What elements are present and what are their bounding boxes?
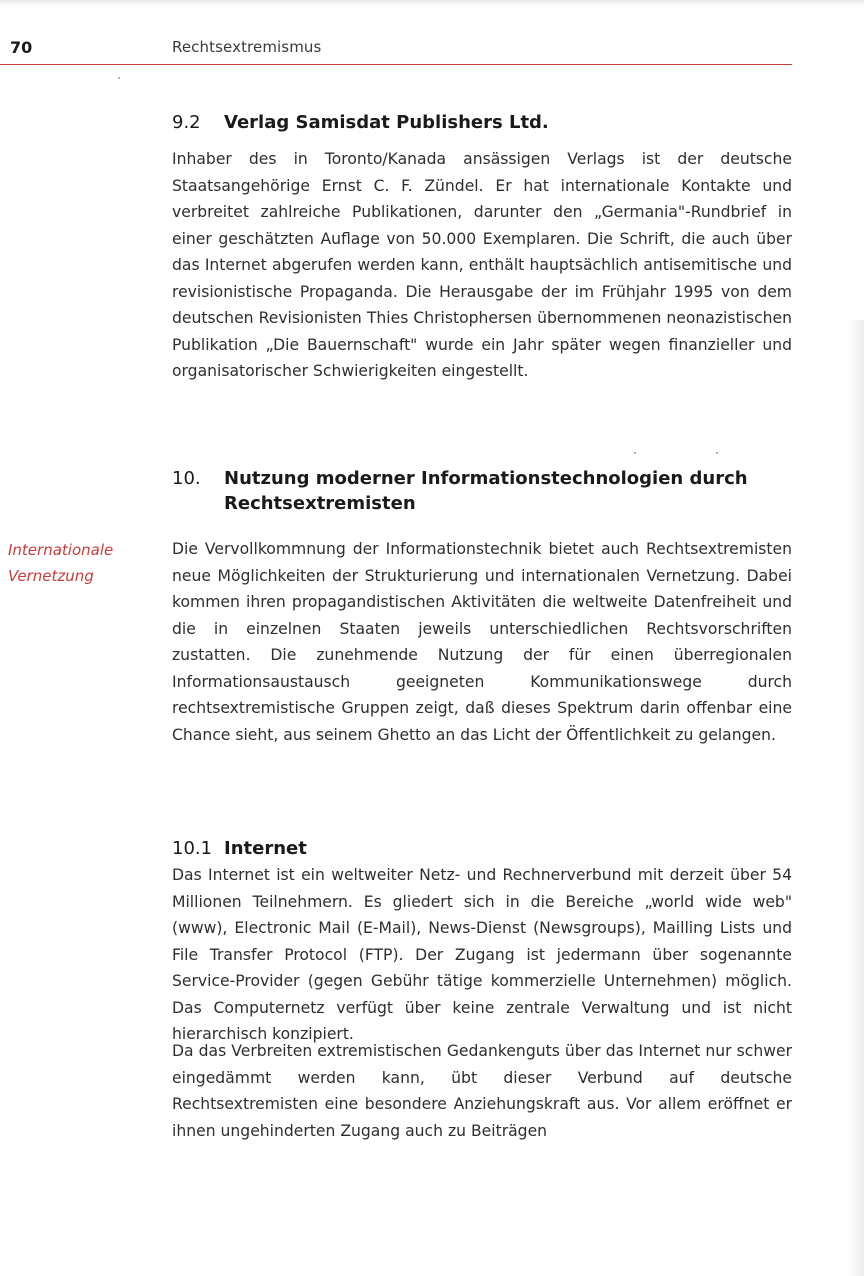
page-number: 70 [10, 38, 33, 57]
section-number: 10.1 [172, 838, 213, 859]
section-title: Verlag Samisdat Publishers Ltd. [224, 112, 549, 133]
section-title: Internet [224, 838, 307, 859]
body-paragraph: Das Internet ist ein weltweiter Netz- und Rechnerverbund mit derzeit über 54 Millionen Teilnehmern. Es gliedert sich in die Bereiche „world wide web" (www), Electronic Mail (E-Mail), News-Dienst (Newsgroups), Mailling Lists und File Transfer Protocol (FTP). Der Zugang ist jedermann über sogenannte Service-Provider (gegen Gebühr tätige kommerzielle Unternehmen) möglich. Das Computernetz verfügt über keine zentrale Verwaltung und ist nicht hierarchisch konzipiert. [172, 866, 792, 1043]
scan-speck [634, 452, 636, 454]
section-heading-9-2 [172, 110, 549, 135]
section-heading-10 [172, 466, 784, 516]
section-number: 10. [172, 468, 201, 489]
body-paragraph: Die Vervollkommnung der Informationstechnik bietet auch Rechtsextremisten neue Möglichkeiten der Strukturierung und internationalen Vernetzung. Dabei kommen ihren propagandistischen Aktivitäten die weltweite Datenfreiheit und die in einzelnen Staaten jeweils unterschiedlichen Rechtsvorschriften zustatten. Die zunehmende Nutzung der für einen überregionalen Informationsaustausch geeigneten Kommunikationswege durch rechtsextremistische Gruppen zeigt, daß dieses Spektrum darin offenbar eine Chance sieht, aus seinem Ghetto an das Licht der Öffentlichkeit zu gelangen. [172, 540, 792, 744]
scan-speck [118, 77, 120, 79]
body-paragraph: Da das Verbreiten extremistischen Gedankenguts über das Internet nur schwer eingedämmt werden kann, übt dieser Verbund auf deutsche Rechtsextremisten eine besondere Anziehungskraft aus. Vor allem eröffnet er ihnen ungehinderten Zugang auch zu Beiträgen [172, 1042, 792, 1140]
page-top-shade [0, 0, 864, 6]
section-number: 9.2 [172, 112, 201, 133]
section-heading-10-1 [172, 836, 307, 861]
body-paragraph: Inhaber des in Toronto/Kanada ansässigen Verlags ist der deutsche Staatsangehörige Ernst C. F. Zündel. Er hat internationale Kontakte und verbreitet zahlreiche Publikationen, darunter den „Germania"-Rundbrief in einer geschätzten Auflage von 50.000 Exemplaren. Die Schrift, die auch über das Internet abgerufen werden kann, enthält hauptsächlich antisemitische und revisionistische Propaganda. Die Herausgabe der im Frühjahr 1995 von dem deutschen Revisionisten Thies Christophersen übernommenen neonazistischen Publikation „Die Bauernschaft" wurde ein Jahr später wegen finanzieller und organisatorischer Schwierigkeiten eingestellt. [172, 150, 792, 380]
scan-speck [716, 452, 718, 454]
running-title: Rechtsextremismus [172, 38, 322, 56]
header-rule [0, 64, 792, 65]
section-title: Nutzung moderner Informationstechnologien durch Rechtsextremisten [224, 468, 748, 514]
margin-note: Internationale Vernetzung [8, 541, 114, 585]
page-edge-shadow [848, 320, 864, 1276]
